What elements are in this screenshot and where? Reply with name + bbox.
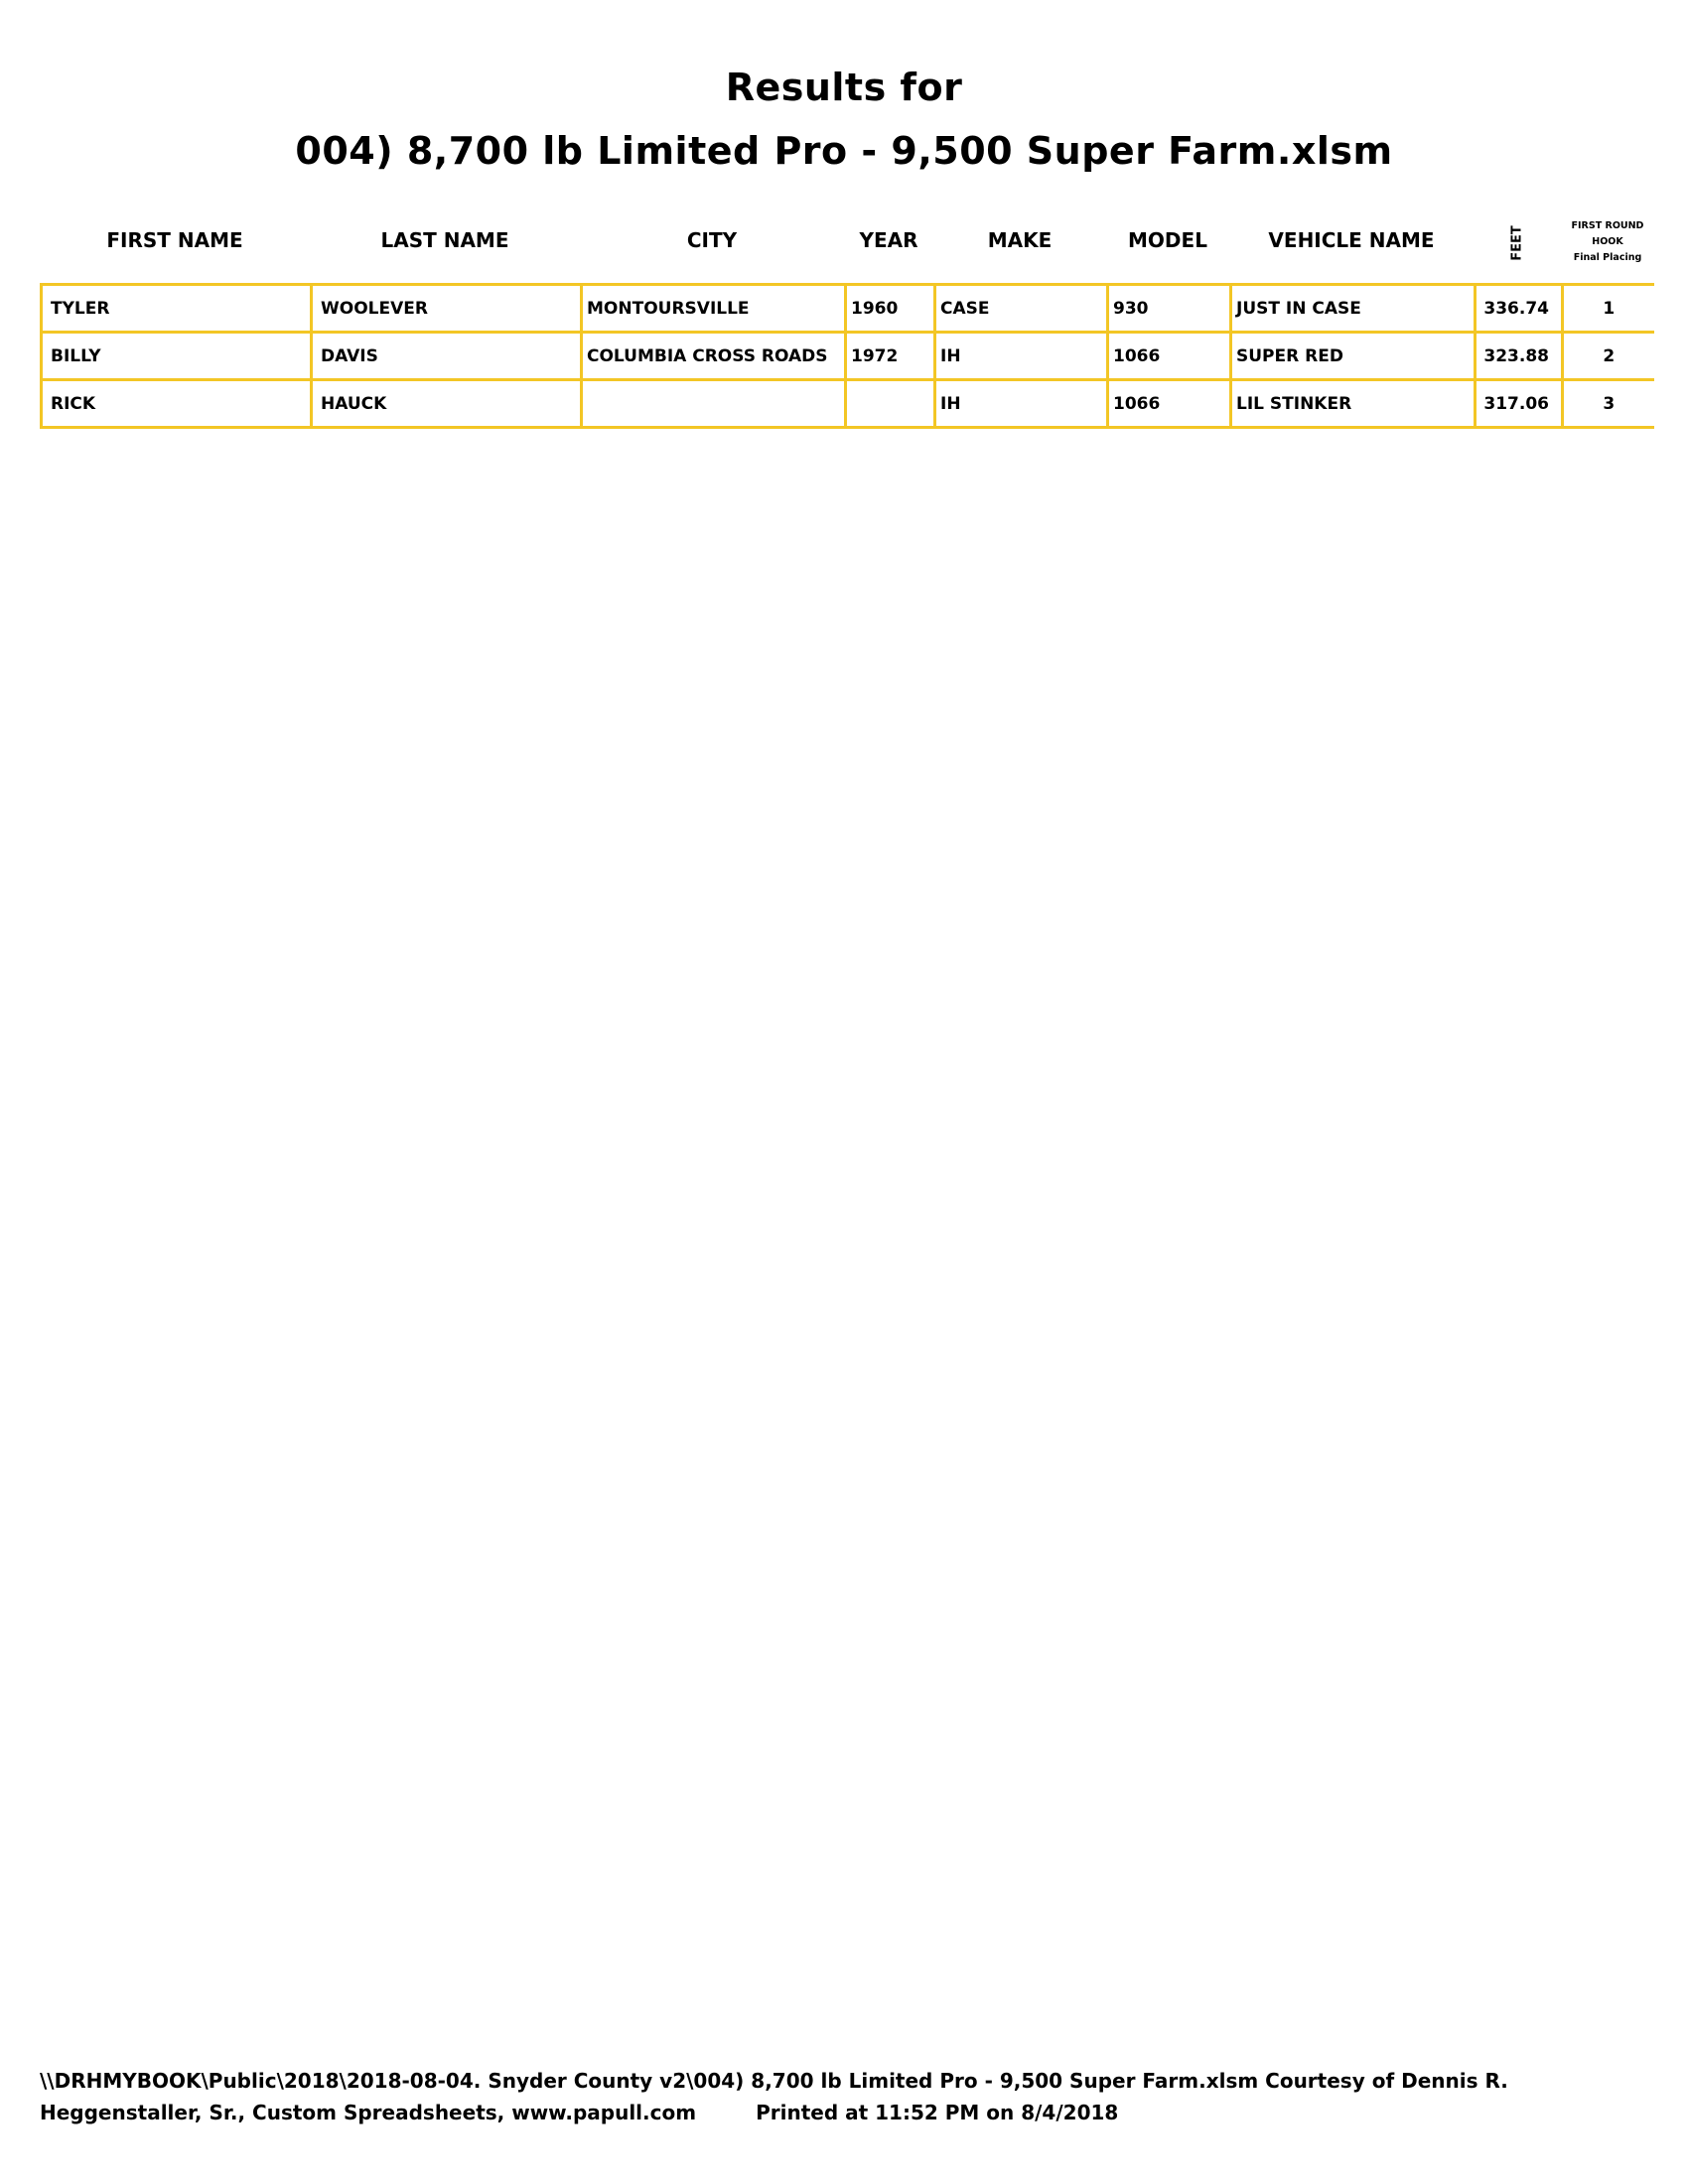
cell-feet: 336.74 xyxy=(1476,285,1563,333)
cell-vehicle-name: JUST IN CASE xyxy=(1231,285,1476,333)
cell-last-name: DAVIS xyxy=(312,333,582,380)
header-feet: FEET xyxy=(1509,225,1525,261)
cell-make: CASE xyxy=(935,285,1108,333)
cell-placing: 2 xyxy=(1563,333,1654,380)
cell-make: IH xyxy=(935,380,1108,428)
footer-credit: Heggenstaller, Sr., Custom Spreadsheets, www.papull.com xyxy=(40,2101,697,2124)
cell-model: 1066 xyxy=(1108,380,1231,428)
header-city: CITY xyxy=(686,228,738,252)
table-row xyxy=(42,285,1654,333)
cell-first-name: RICK xyxy=(42,380,312,428)
cell-first-name: TYLER xyxy=(42,285,312,333)
cell-city: COLUMBIA CROSS ROADS xyxy=(582,333,846,380)
header-hook-line3: Final Placing xyxy=(1573,252,1642,263)
table-row xyxy=(42,380,1654,428)
table-row xyxy=(42,333,1654,380)
footer-printed: Printed at 11:52 PM on 8/4/2018 xyxy=(756,2101,1119,2124)
cell-last-name: HAUCK xyxy=(312,380,582,428)
header-hook-line1: FIRST ROUND xyxy=(1571,220,1644,231)
header-first-name: FIRST NAME xyxy=(106,228,243,252)
cell-model: 1066 xyxy=(1108,333,1231,380)
cell-last-name: WOOLEVER xyxy=(312,285,582,333)
header-last-name: LAST NAME xyxy=(380,228,509,252)
footer-line2 xyxy=(40,2097,1648,2128)
results-table xyxy=(40,283,1654,429)
cell-model: 930 xyxy=(1108,285,1231,333)
cell-first-name: BILLY xyxy=(42,333,312,380)
header-year: YEAR xyxy=(859,228,918,252)
cell-feet: 323.88 xyxy=(1476,333,1563,380)
cell-year xyxy=(846,380,935,428)
cell-year: 1972 xyxy=(846,333,935,380)
page-footer xyxy=(40,2065,1648,2128)
header-model: MODEL xyxy=(1128,228,1207,252)
footer-line1: \\DRHMYBOOK\Public\2018\2018-08-04. Snyder County v2\004) 8,700 lb Limited Pro - 9,500 Super Farm.xlsm Courtesy of Dennis R. xyxy=(40,2069,1508,2093)
header-hook-line2: HOOK xyxy=(1592,236,1623,247)
cell-year: 1960 xyxy=(846,285,935,333)
header-vehicle-name: VEHICLE NAME xyxy=(1268,228,1435,252)
cell-vehicle-name: LIL STINKER xyxy=(1231,380,1476,428)
cell-vehicle-name: SUPER RED xyxy=(1231,333,1476,380)
cell-city xyxy=(582,380,846,428)
cell-placing: 3 xyxy=(1563,380,1654,428)
page-subtitle: 004) 8,700 lb Limited Pro - 9,500 Super Farm.xlsm xyxy=(295,129,1393,173)
header-make: MAKE xyxy=(987,228,1053,252)
cell-feet: 317.06 xyxy=(1476,380,1563,428)
cell-placing: 1 xyxy=(1563,285,1654,333)
page-title: Results for xyxy=(725,66,963,109)
header-hook-placing xyxy=(1561,218,1654,266)
cell-make: IH xyxy=(935,333,1108,380)
cell-city: MONTOURSVILLE xyxy=(582,285,846,333)
